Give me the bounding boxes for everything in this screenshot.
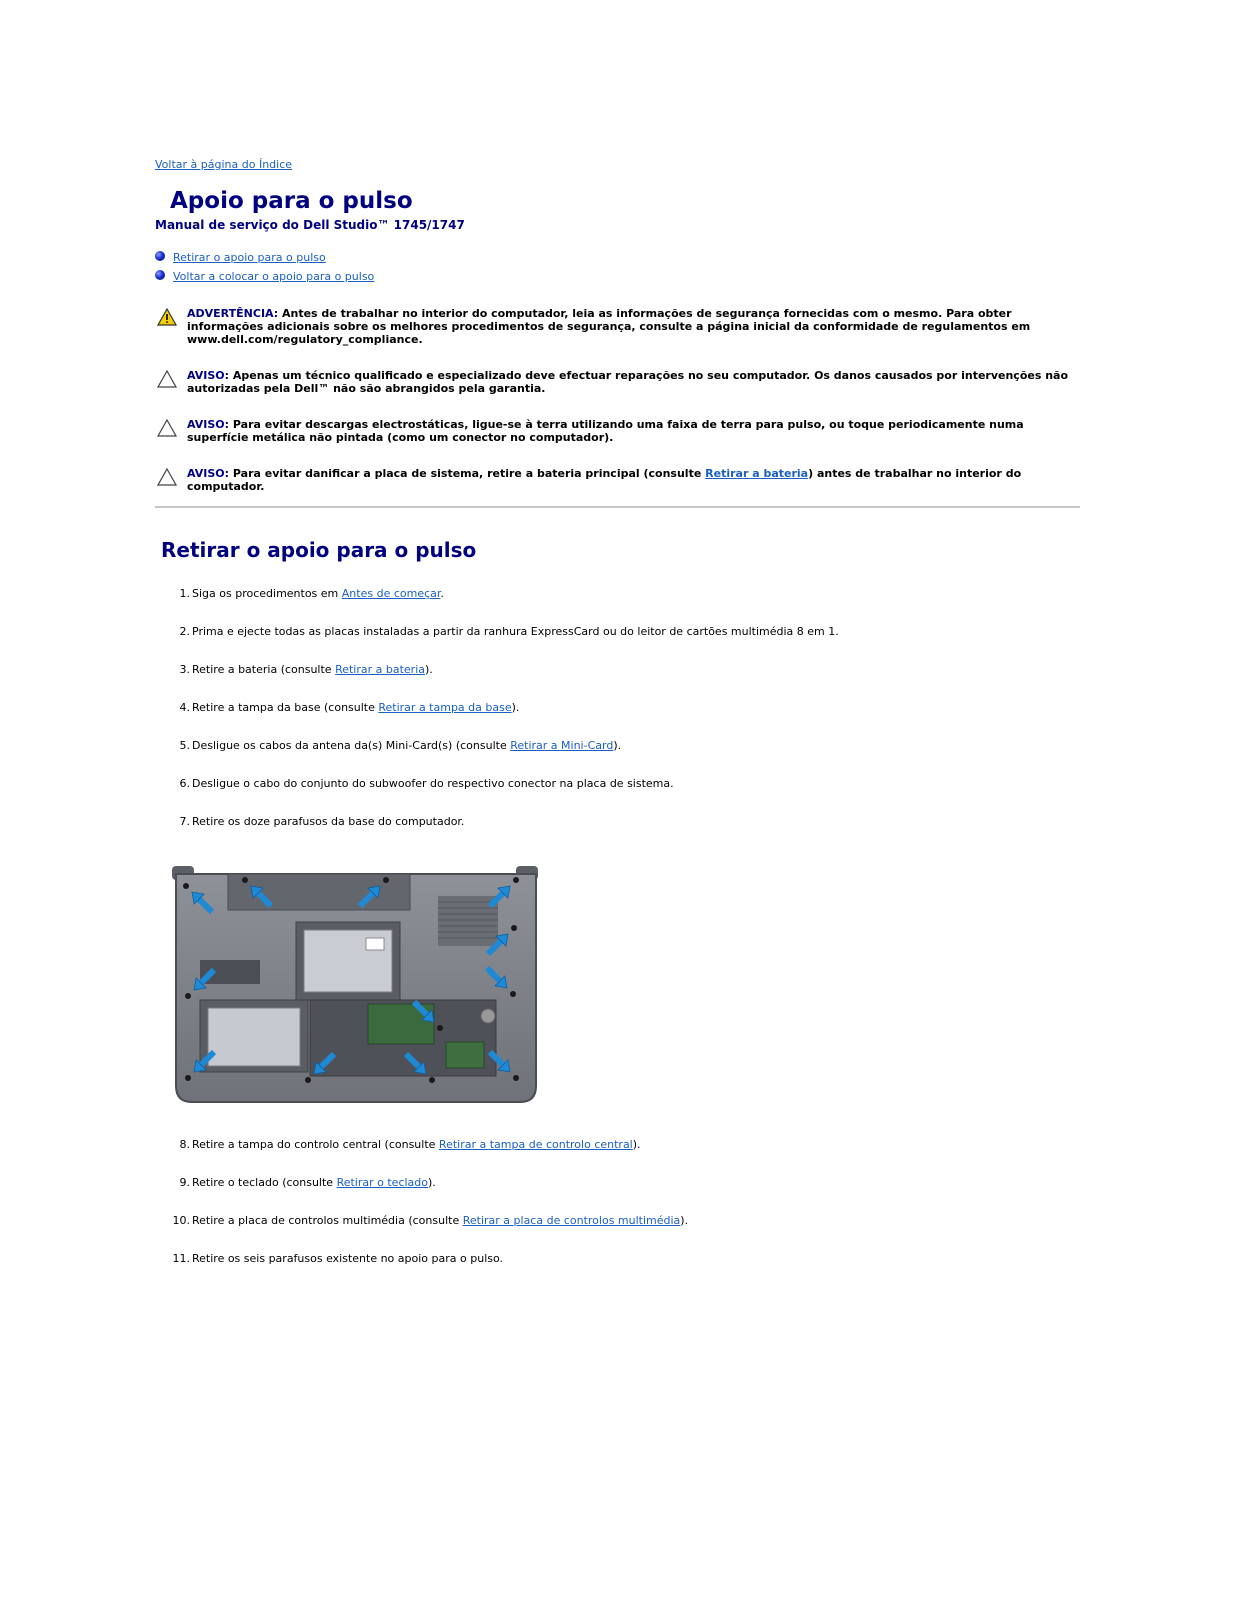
step-number: 11.	[172, 1252, 190, 1265]
step-number: 1.	[179, 587, 190, 600]
step-link[interactable]: Antes de começar	[341, 587, 441, 600]
bullet-icon	[155, 251, 165, 261]
step-text	[192, 701, 519, 714]
step-text-after: ).	[613, 739, 622, 752]
notice-label: AVISO:	[187, 418, 230, 431]
screw-icon	[513, 1075, 519, 1081]
notice-body: Para evitar descargas electrostáticas, ligue-se à terra utilizando uma faixa de terra para pulso, ou toque periodicamente numa superfície metálica não pintada (como um conector no computador).	[187, 418, 1024, 444]
warning-triangle-icon	[157, 308, 177, 326]
screw-icon	[429, 1077, 435, 1083]
notice-label: AVISO:	[187, 369, 230, 382]
page-title: Apoio para o pulso	[170, 188, 413, 214]
step-text	[192, 1176, 436, 1189]
step-text-before: Retire o teclado (consulte	[192, 1176, 337, 1189]
step-text: Desligue o cabo do conjunto do subwoofer do respectivo conector na placa de sistema.	[192, 777, 674, 790]
notice-body: Para evitar danificar a placa de sistema, retire a bateria principal (consulte	[229, 467, 706, 480]
step-text-before: Siga os procedimentos em	[192, 587, 342, 600]
screw-icon	[383, 877, 389, 883]
warning-notice-text	[187, 307, 1080, 346]
screw-icon	[183, 883, 189, 889]
step-text-after: ).	[425, 663, 433, 676]
laptop-base-diagram	[170, 866, 542, 1112]
notice-body: Apenas um técnico qualificado e especializado deve efectuar reparações no seu computador. Os danos causados por intervenções não autorizadas pela Dell™ não são abrangidos pela garantia.	[187, 369, 1069, 395]
notice-label: ADVERTÊNCIA:	[187, 307, 279, 320]
screw-icon	[510, 991, 516, 997]
notice-label: AVISO:	[187, 467, 230, 480]
section-title: Retirar o apoio para o pulso	[161, 538, 477, 562]
toc-link-replace[interactable]: Voltar a colocar o apoio para o pulso	[173, 270, 375, 283]
step-link[interactable]: Retirar a tampa de controlo central	[438, 1138, 633, 1151]
screw-icon	[305, 1077, 311, 1083]
caution-notice-text	[187, 369, 1080, 395]
step-number: 8.	[179, 1138, 190, 1151]
drive-label	[366, 938, 384, 950]
screw-icon	[511, 925, 517, 931]
step-text-after: ).	[632, 1138, 641, 1151]
screw-icon	[185, 1075, 191, 1081]
step-text-after: ).	[680, 1214, 689, 1227]
screw-icon	[513, 877, 519, 883]
notice-body-end: ) antes de trabalhar no interior do computador.	[187, 467, 1022, 493]
step-text-before: Retire a bateria (consulte	[192, 663, 336, 676]
drive-2	[208, 1008, 300, 1066]
step-number: 3.	[179, 663, 190, 676]
step-text-before: Desligue os cabos da antena da(s) Mini-Card(s) (consulte	[192, 739, 511, 752]
toc-link-remove[interactable]: Retirar o apoio para o pulso	[173, 251, 326, 264]
bullet-icon	[155, 270, 165, 280]
step-text-after: ).	[428, 1176, 436, 1189]
step-text	[192, 587, 444, 600]
caution-notice-text	[187, 418, 1080, 444]
step-text-before: Retire a placa de controlos multimédia (consulte	[192, 1214, 463, 1227]
step-text-before: Retire a tampa da base (consulte	[192, 701, 379, 714]
step-link[interactable]: Retirar a bateria	[335, 663, 426, 676]
step-link[interactable]: Retirar a tampa da base	[378, 701, 512, 714]
page-subtitle: Manual de serviço do Dell Studio™ 1745/1747	[155, 218, 465, 232]
back-to-index-link[interactable]: Voltar à página do Índice	[155, 158, 293, 171]
step-text-before: Retire a tampa do controlo central (consulte	[192, 1138, 439, 1151]
notice-body: Antes de trabalhar no interior do computador, leia as informações de segurança fornecidas com o mesmo. Para obter informações adicionais sobre os melhores procedimentos de segurança, consulte a página inicial da conformidade de regulamentos em www.dell.com/regulatory_compliance.	[187, 307, 1031, 346]
step-number: 2.	[179, 625, 190, 638]
step-text: Retire os seis parafusos existente no apoio para o pulso.	[192, 1252, 504, 1265]
caution-triangle-icon	[157, 468, 177, 486]
step-text: Retire os doze parafusos da base do computador.	[192, 815, 465, 828]
step-number: 5.	[179, 739, 190, 752]
step-text-after: .	[440, 587, 444, 600]
step-link[interactable]: Retirar a placa de controlos multimédia	[462, 1214, 681, 1227]
caution-triangle-icon	[157, 370, 177, 388]
step-number: 4.	[179, 701, 190, 714]
step-text: Prima e ejecte todas as placas instaladas a partir da ranhura ExpressCard ou do leitor de cartões multimédia 8 em 1.	[192, 625, 839, 638]
screw-icon	[185, 993, 191, 999]
remove-battery-link[interactable]: Retirar a bateria	[705, 467, 809, 480]
caution-notice-text	[187, 467, 1080, 493]
step-text	[192, 1214, 688, 1227]
caution-triangle-icon	[157, 419, 177, 437]
mini-card	[446, 1042, 484, 1068]
screw-icon	[242, 877, 248, 883]
step-link[interactable]: Retirar o teclado	[336, 1176, 429, 1189]
step-text	[192, 663, 433, 676]
screw-icon	[437, 1025, 443, 1031]
section-divider	[155, 506, 1080, 508]
coin-battery	[481, 1009, 495, 1023]
step-link[interactable]: Retirar a Mini-Card	[510, 739, 614, 752]
step-text	[192, 1138, 641, 1151]
step-text-after: ).	[511, 701, 520, 714]
step-number: 10.	[172, 1214, 190, 1227]
step-text	[192, 739, 621, 752]
step-number: 7.	[179, 815, 190, 828]
step-number: 9.	[179, 1176, 190, 1189]
step-number: 6.	[179, 777, 190, 790]
